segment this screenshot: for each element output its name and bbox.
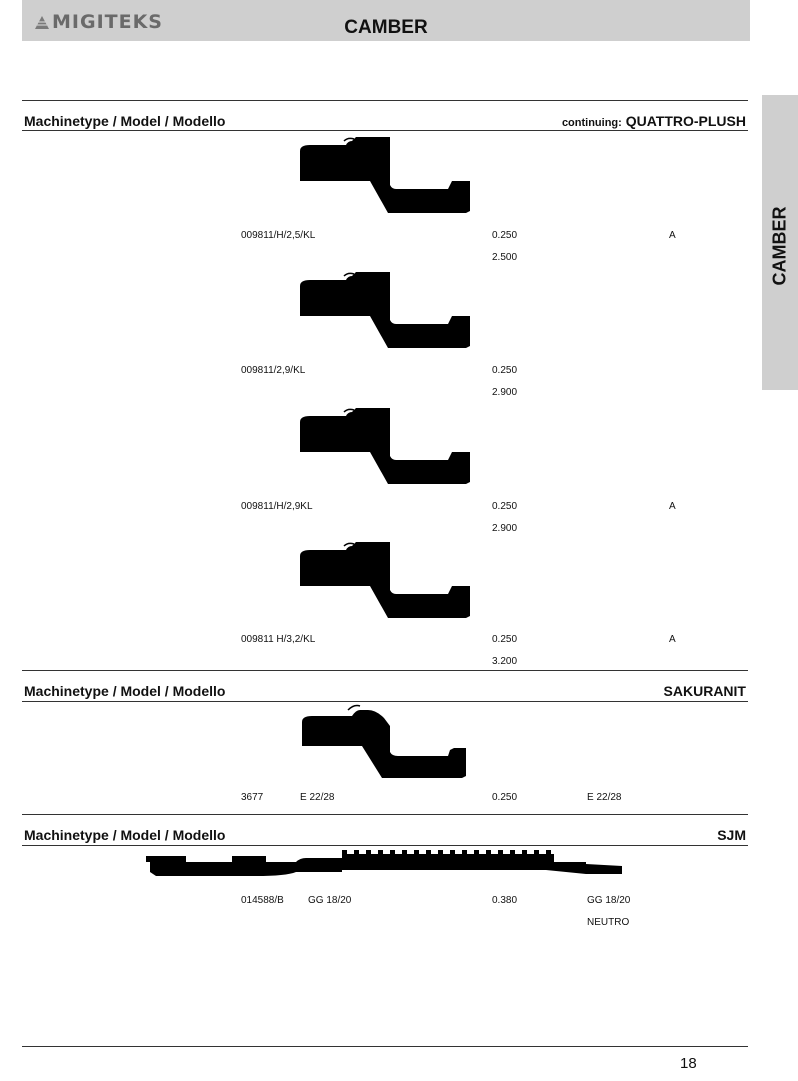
section-divider <box>22 814 748 815</box>
section-title: Machinetype / Model / Modello <box>24 827 226 843</box>
thickness-value: 0.250 <box>492 230 518 241</box>
section-model <box>664 683 746 699</box>
section-title: Machinetype / Model / Modello <box>24 113 226 129</box>
height-value: 3.200 <box>492 656 518 667</box>
logo-text: MIGITEKS <box>52 11 163 33</box>
camber-profile-image <box>300 542 475 622</box>
part-code: 014588/B <box>241 895 284 906</box>
section-divider <box>22 130 748 131</box>
section-divider <box>22 670 748 671</box>
camber-profile-image <box>300 137 475 217</box>
page-title: CAMBER <box>344 17 428 38</box>
model-name: SJM <box>717 827 746 843</box>
section-divider <box>22 701 748 702</box>
continuing-label: continuing: <box>561 117 622 129</box>
section-model <box>717 827 746 843</box>
gauge-value: E 22/28 <box>300 792 335 803</box>
note-value: NEUTRO <box>587 917 630 928</box>
gauge-value: GG 18/20 <box>587 895 631 906</box>
camber-profile-image <box>300 272 475 352</box>
type-flag: A <box>669 634 676 645</box>
camber-profile-image <box>302 704 472 780</box>
camber-profile-image <box>300 408 475 488</box>
gauge-value: GG 18/20 <box>308 895 352 906</box>
section-model <box>562 113 746 129</box>
part-code: 009811/2,9/KL <box>241 365 306 376</box>
side-tab-label: CAMBER <box>769 206 790 286</box>
model-name: SAKURANIT <box>663 683 746 699</box>
part-code: 009811 H/3,2/KL <box>241 634 316 645</box>
height-value: 2.500 <box>492 252 518 263</box>
part-code: 3677 <box>241 792 264 803</box>
model-name: QUATTRO-PLUSH <box>625 113 746 129</box>
thickness-value: 0.250 <box>492 792 518 803</box>
gauge-value: E 22/28 <box>587 792 622 803</box>
height-value: 2.900 <box>492 387 518 398</box>
section-title: Machinetype / Model / Modello <box>24 683 226 699</box>
height-value: 2.900 <box>492 523 518 534</box>
section-divider <box>22 100 748 101</box>
part-code: 009811/H/2,5/KL <box>241 230 316 241</box>
thickness-value: 0.250 <box>492 365 518 376</box>
type-flag: A <box>669 230 676 241</box>
page-number: 18 <box>680 1055 697 1072</box>
footer-divider <box>22 1046 748 1047</box>
section-divider <box>22 845 748 846</box>
thickness-value: 0.250 <box>492 501 518 512</box>
header-bar <box>22 0 750 41</box>
thickness-value: 0.380 <box>492 895 518 906</box>
thickness-value: 0.250 <box>492 634 518 645</box>
type-flag: A <box>669 501 676 512</box>
sjm-profile-image <box>146 848 626 880</box>
part-code: 009811/H/2,9KL <box>241 501 313 512</box>
